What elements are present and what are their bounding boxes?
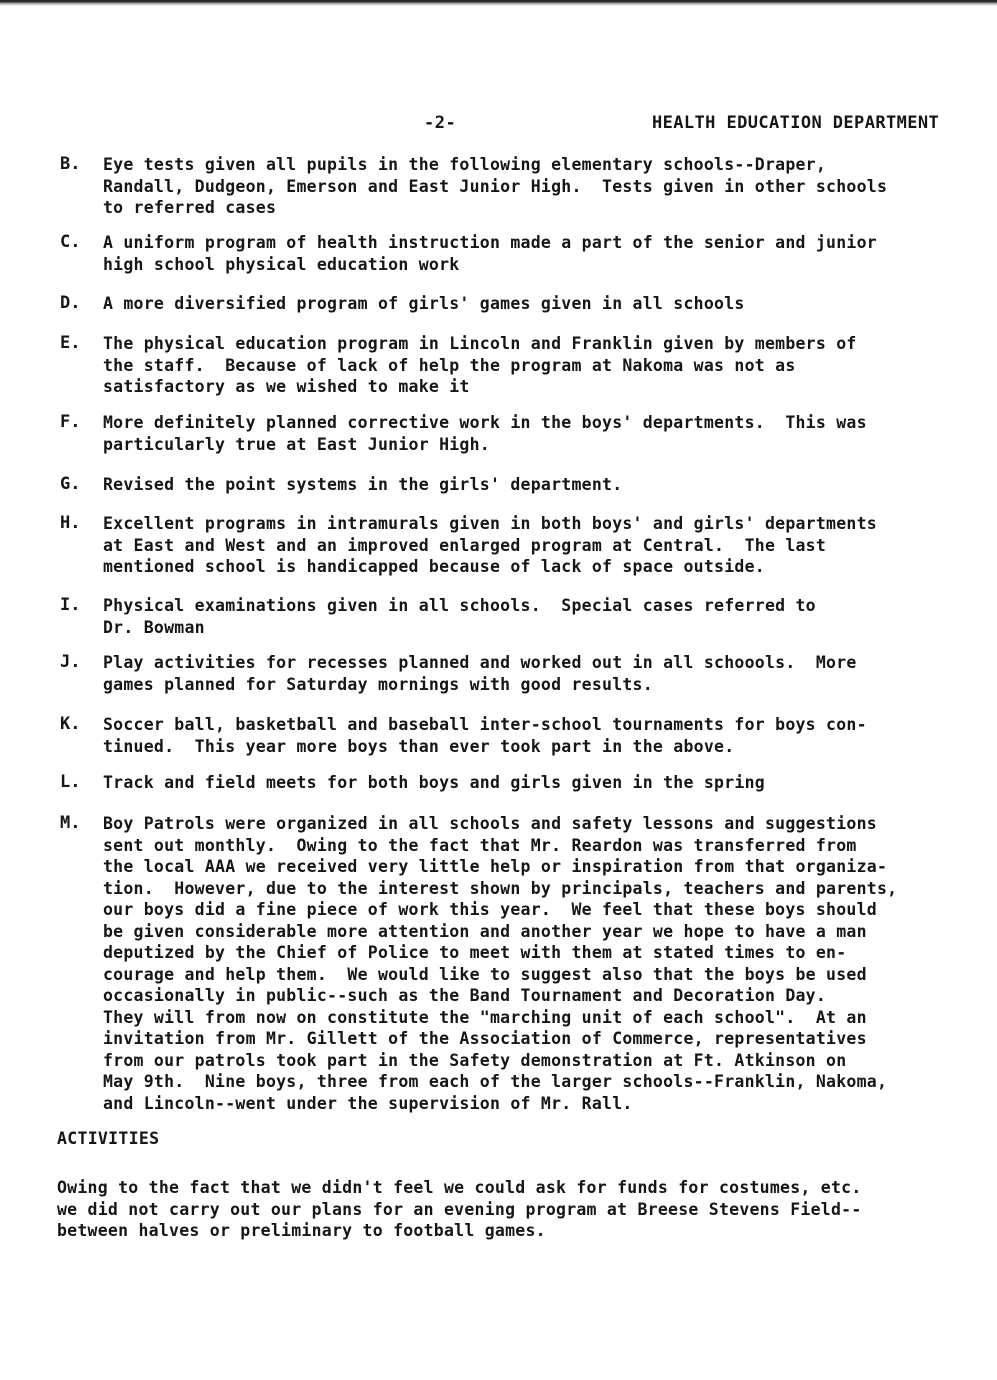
text-line: deputized by the Chief of Police to meet with them at stated times to en- (103, 943, 847, 962)
item-letter: J. (60, 652, 81, 672)
item-text (103, 595, 816, 638)
text-line: May 9th. Nine boys, three from each of the larger schools--Franklin, Nakoma, (103, 1072, 888, 1091)
text-line: More definitely planned corrective work in the boys' departments. This was (103, 413, 867, 432)
text-line: Randall, Dudgeon, Emerson and East Junior High. Tests given in other schools (103, 176, 888, 196)
item-text (103, 813, 897, 1114)
department-title: HEALTH EDUCATION DEPARTMENT (652, 113, 940, 133)
text-line: satisfactory as we wished to make it (103, 377, 470, 396)
text-line: mentioned school is handicapped because of lack of space outside. (103, 557, 765, 576)
text-line: Physical examinations given in all schools. Special cases referred to (103, 596, 816, 615)
text-line: Eye tests given all pupils in the following elementary schools--Draper, (103, 155, 827, 174)
text-line: Owing to the fact that we didn't feel we could ask for funds for costumes, etc. (57, 1178, 862, 1197)
item-letter: I. (60, 595, 81, 615)
item-text (103, 232, 877, 275)
text-line: our boys did a fine piece of work this year. We feel that these boys should (103, 900, 877, 919)
text-line: courage and help them. We would like to suggest also that the boys be used (103, 964, 867, 984)
text-line: games planned for Saturday mornings with good results. (103, 674, 653, 694)
item-letter: L. (60, 772, 81, 792)
item-text (103, 412, 867, 455)
text-line: A uniform program of health instruction made a part of the senior and junior (103, 233, 877, 252)
text-line: the local AAA we received very little help or inspiration from that organiza- (103, 857, 888, 876)
text-line: Play activities for recesses planned and worked out in all schoools. More (103, 653, 857, 672)
item-letter: E. (60, 333, 81, 353)
text-line: high school physical education work (103, 254, 460, 274)
text-line: be given considerable more attention and another year we hope to have a man (103, 921, 867, 941)
text-line: between halves or preliminary to football games. (57, 1221, 546, 1240)
item-letter: M. (60, 813, 81, 833)
activities-paragraph (57, 1177, 862, 1242)
text-line: A more diversified program of girls' games given in all schools (103, 294, 745, 313)
text-line: Track and field meets for both boys and girls given in the spring (103, 773, 765, 792)
text-line: to referred cases (103, 198, 277, 217)
text-line: from our patrols took part in the Safety demonstration at Ft. Atkinson on (103, 1050, 847, 1070)
text-line: Excellent programs in intramurals given in both boys' and girls' departments (103, 514, 877, 533)
item-text (103, 474, 622, 496)
item-text (103, 513, 877, 578)
item-text (103, 714, 867, 757)
item-text (103, 772, 765, 794)
text-line: Dr. Bowman (103, 617, 205, 637)
item-text (103, 333, 857, 398)
item-letter: C. (60, 232, 81, 252)
item-letter: K. (60, 714, 81, 734)
page-number: -2- (424, 113, 457, 133)
text-line: Soccer ball, basketball and baseball inter-school tournaments for boys con- (103, 715, 867, 734)
text-line: They will from now on constitute the "marching unit of each school". At an (103, 1007, 867, 1027)
text-line: at East and West and an improved enlarged program at Central. The last (103, 535, 827, 555)
text-line: occasionally in public--such as the Band Tournament and Decoration Day. (103, 986, 827, 1005)
text-line: Boy Patrols were organized in all schools and safety lessons and suggestions (103, 814, 877, 833)
text-line: The physical education program in Lincoln and Franklin given by members of (103, 334, 857, 353)
text-line: and Lincoln--went under the supervision of Mr. Rall. (103, 1093, 633, 1113)
item-text (103, 293, 745, 315)
item-text (103, 154, 887, 219)
section-heading-activities: ACTIVITIES (57, 1129, 160, 1148)
item-letter: H. (60, 513, 81, 533)
text-line: sent out monthly. Owing to the fact that Mr. Reardon was transferred from (103, 835, 857, 855)
text-line: we did not carry out our plans for an evening program at Breese Stevens Field-- (57, 1199, 862, 1219)
text-line: tinued. This year more boys than ever took part in the above. (103, 736, 735, 756)
item-letter: F. (60, 412, 81, 432)
item-letter: B. (60, 154, 81, 174)
item-text (103, 652, 857, 695)
text-line: Revised the point systems in the girls' department. (103, 475, 623, 494)
text-line: the staff. Because of lack of help the program at Nakoma was not as (103, 355, 796, 375)
item-letter: G. (60, 474, 81, 494)
text-line: tion. However, due to the interest shown by principals, teachers and parents, (103, 878, 898, 898)
text-line: particularly true at East Junior High. (103, 434, 490, 454)
item-letter: D. (60, 293, 81, 313)
text-line: invitation from Mr. Gillett of the Association of Commerce, representatives (103, 1029, 867, 1048)
page-top-edge (0, 0, 997, 6)
